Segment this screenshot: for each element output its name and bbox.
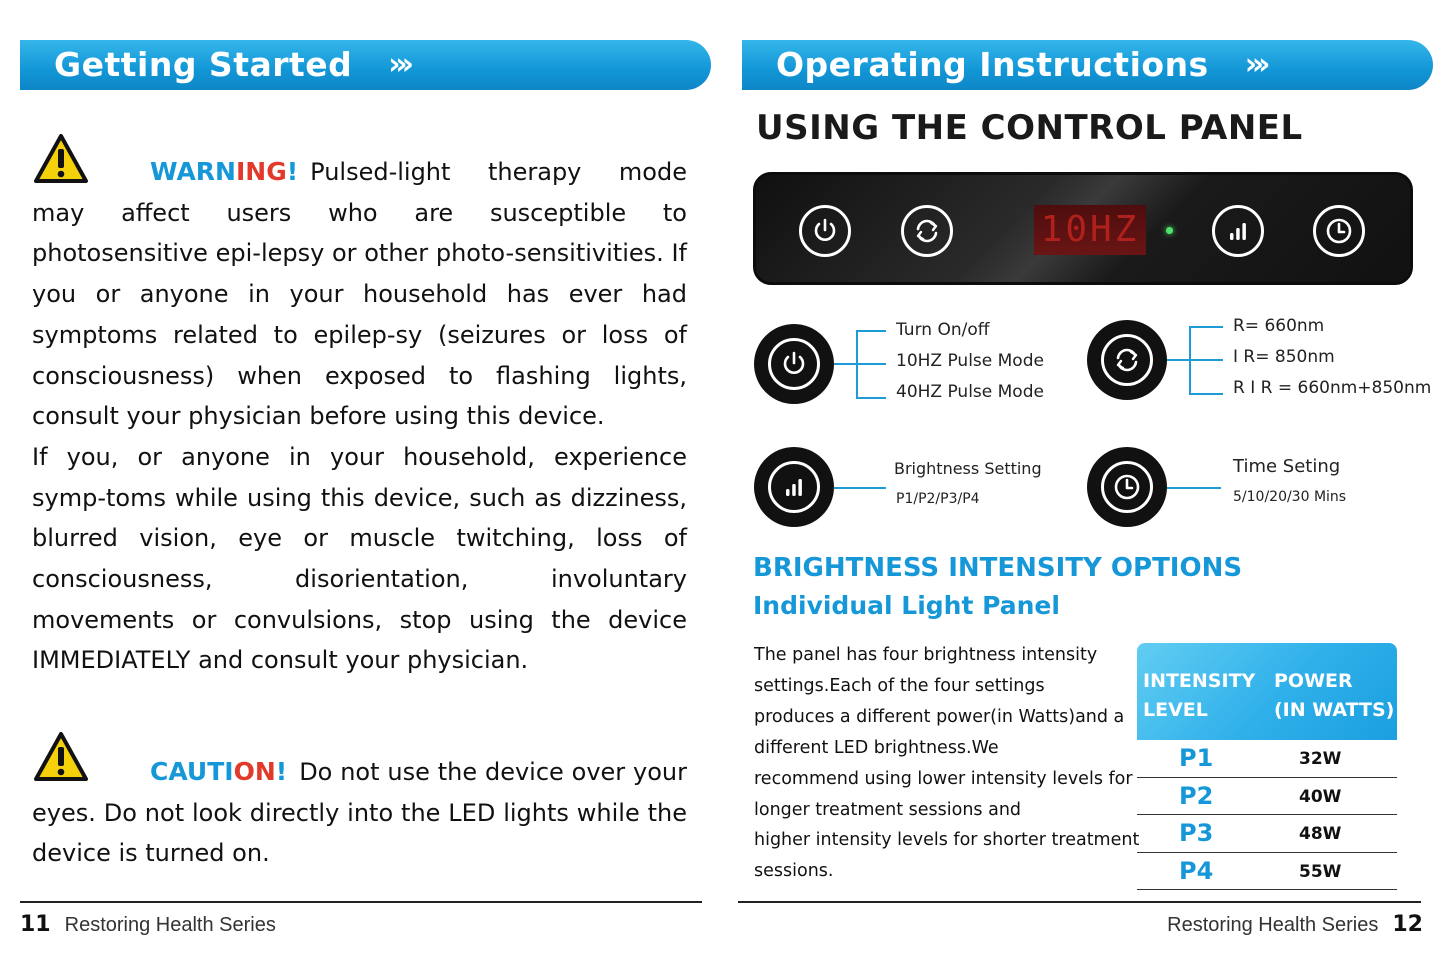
wavelength-option-3: R I R = 660nm+850nm <box>1233 378 1432 398</box>
table-row <box>1137 778 1397 816</box>
header-intensity-level: INTENSITY LEVEL <box>1143 670 1256 721</box>
brightness-intensity-heading: BRIGHTNESS INTENSITY OPTIONS <box>753 553 1243 583</box>
table-row <box>1137 815 1397 853</box>
intensity-table <box>1137 643 1397 890</box>
footer-divider-left <box>20 901 702 903</box>
panel-indicator-led <box>1166 227 1173 234</box>
table-row <box>1137 853 1397 891</box>
page-number-right: 12 <box>1392 912 1423 937</box>
power-value: 48W <box>1299 824 1342 844</box>
warning-text: Pulsed-light therapy mode may affect users who are susceptible to photosensitive epi-lepsy or other photo-sensitivities. If you or anyone in your household has ever had symptoms related to epilep-sy (seizures or loss of consciousness) when exposed to flashing lights, consult your physician before using this device. <box>32 158 687 431</box>
series-name-right: Restoring Health Series <box>1167 914 1379 936</box>
panel-mode-button <box>901 205 953 257</box>
brightness-label: Brightness Setting <box>894 459 1042 478</box>
power-option-2: 10HZ Pulse Mode <box>896 351 1044 371</box>
caution-label: CAUTION! <box>150 757 288 786</box>
power-value: 55W <box>1299 861 1342 882</box>
caution-paragraph <box>32 752 687 874</box>
caution-text: Do not use the device over your eyes. Do not look directly into the LED lights while the device is turned on. <box>32 758 687 868</box>
warning-text-2: If you, or anyone in your household, experience symp-toms while using this device, such as dizziness, blurred vision, eye or muscle twitching, loss of consciousness, disorientation, involuntary movements or convulsions, stop using the device IMMEDIATELY and consult your physician. <box>32 442 687 675</box>
clock-icon <box>1323 215 1355 247</box>
description-line: higher intensity levels for shorter treatment <box>754 830 1140 851</box>
wavelength-option-1: R= 660nm <box>1233 316 1325 336</box>
description-line: The panel has four brightness intensity <box>754 645 1098 665</box>
operating-instructions-title: Operating Instructions <box>776 45 1209 84</box>
wavelength-option-2: I R= 850nm <box>1233 347 1335 367</box>
panel-brightness-button <box>1212 205 1264 257</box>
panel-power-button <box>799 205 851 257</box>
power-icon <box>778 348 810 380</box>
page-number-left: 11 <box>20 912 51 937</box>
power-option-1: Turn On/off <box>896 320 990 340</box>
intensity-description <box>754 640 1140 887</box>
brightness-values: P1/P2/P3/P4 <box>896 491 980 507</box>
time-values: 5/10/20/30 Mins <box>1233 489 1347 505</box>
panel-display: 10HZ <box>1034 205 1146 255</box>
power-option-3: 40HZ Pulse Mode <box>896 382 1044 402</box>
cycle-icon <box>1111 344 1143 376</box>
control-panel-heading: USING THE CONTROL PANEL <box>756 108 1303 148</box>
footer-right <box>1167 910 1423 940</box>
cycle-icon <box>911 215 943 247</box>
brightness-bars-icon <box>1222 215 1254 247</box>
brightness-legend-icon <box>754 447 834 527</box>
control-panel-image <box>753 172 1413 285</box>
warning-label: WARNING! <box>150 157 299 186</box>
panel-timer-button <box>1313 205 1365 257</box>
chevron-right-icon: »› <box>388 47 409 82</box>
description-line: settings.Each of the four settings <box>754 675 1045 696</box>
description-line: recommend using lower intensity levels for <box>754 768 1133 789</box>
header-power: POWER (IN WATTS) <box>1274 670 1395 721</box>
intensity-level: P3 <box>1179 819 1214 847</box>
operating-instructions-banner <box>742 40 1433 90</box>
description-line: produces a different power(in Watts)and a <box>754 706 1125 727</box>
power-icon <box>809 215 841 247</box>
warning-paragraph <box>32 152 687 681</box>
intensity-level: P4 <box>1179 856 1214 885</box>
series-name-left: Restoring Health Series <box>64 914 276 936</box>
intensity-level: P2 <box>1179 781 1214 810</box>
chevron-right-icon: »› <box>1244 47 1265 82</box>
getting-started-title: Getting Started <box>54 45 353 84</box>
power-value: 40W <box>1299 786 1342 807</box>
description-line: sessions. <box>754 861 834 882</box>
description-line: longer treatment sessions and <box>754 799 1022 820</box>
intensity-table-header <box>1137 643 1397 740</box>
footer-divider-right <box>738 901 1421 903</box>
getting-started-banner <box>20 40 711 90</box>
timer-legend-icon <box>1087 447 1167 527</box>
power-value: 32W <box>1299 749 1342 769</box>
description-line: different LED brightness.We <box>754 737 999 758</box>
table-row <box>1137 740 1397 778</box>
power-legend-icon <box>754 324 834 404</box>
intensity-level: P1 <box>1179 744 1214 772</box>
individual-light-panel-heading: Individual Light Panel <box>753 591 1060 620</box>
time-label: Time Seting <box>1233 456 1341 477</box>
clock-icon <box>1111 471 1143 503</box>
footer-left <box>20 910 276 940</box>
mode-legend-icon <box>1087 320 1167 400</box>
brightness-bars-icon <box>778 471 810 503</box>
